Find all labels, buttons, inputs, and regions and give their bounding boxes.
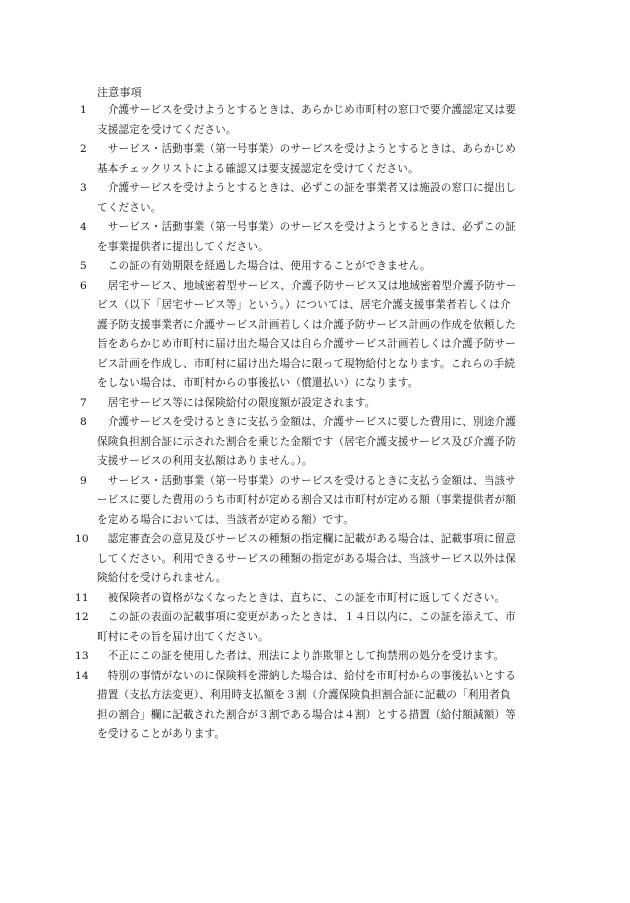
document-title: 注意事項 [97,86,142,99]
note-text [97,140,546,179]
note-number: 13 [75,650,89,662]
note-number: 4 [80,221,87,233]
note-line: を定める場合においては、当該者が定める額）です。 [97,513,354,526]
note-text [97,413,546,472]
note-line: 旨をあらかじめ市町村に届け出た場合又は自ら介護サービス計画若しくは介護予防サー [97,338,517,350]
note-line: この証の表面の記載事項に変更があったときは、１４日以内に、この証を添えて、市 [97,611,516,623]
note-number: 6 [80,279,87,292]
note-item [78,257,546,277]
note-line: サービス・活動事業（第一号事業）のサービスを受けるときに支払う金額は、当該サ [97,474,517,487]
note-line: 居宅サービス、地域密着型サービス、介護予防サービス又は地域密着型介護予防サー [97,279,517,292]
note-line: 居宅サービス等には保険給付の限度額が設定されます。 [97,396,376,409]
note-line: 被保険者の資格がなくなったときは、直ちに、この証を市町村に返してください。 [97,591,506,604]
note-number: 5 [80,260,87,272]
note-line: 支援認定を受けてください。 [97,123,237,136]
note-line: 介護サービスを受けるときに支払う金額は、介護サービスに要した費用に、別途介護 [97,416,517,428]
note-line: してください。利用できるサービスの種類の指定がある場合は、当該サービス以外は保 [97,552,517,565]
note-item [75,608,546,647]
note-text [97,277,546,394]
note-line: 不正にこの証を使用した者は、刑法により詐欺罪として拘禁刑の処分を受けます。 [97,650,505,662]
note-item [78,101,546,140]
note-line: 特別の事情がないのに保険料を滞納した場合は、給付を市町村からの事後払いとする [97,669,517,682]
note-text [97,667,546,745]
note-number: 7 [80,396,87,409]
note-number: 12 [75,611,89,623]
notes-list [75,101,546,745]
note-line: 護予防支援事業者に介護サービス計画若しくは介護予防サービス計画の作成を依頼した [97,318,517,331]
note-item [75,667,546,745]
note-line: 担の割合」欄に記載された割合が３割である場合は４割）とする措置（給付額減額）等 [97,708,517,721]
note-item [75,530,546,589]
note-item [75,647,546,667]
note-number: 10 [75,533,89,545]
note-line: 措置（支払方法変更）、利用時支払額を３割（介護保険負担割合証に記載の「利用者負 [97,689,511,701]
note-text [97,179,546,218]
note-line: 介護サービスを受けようとするときは、あらかじめ市町村の窓口で要介護認定又は要 [97,104,517,116]
note-number: 8 [80,416,87,428]
note-item [78,277,546,394]
note-line: 保険負担割合証に示された割合を乗じた金額です（居宅介護支援サービス及び介護予防 [97,435,517,448]
note-item [78,179,546,218]
note-text [97,394,546,414]
note-text [97,608,546,647]
note-line: を事業提供者に提出してください。 [97,240,269,253]
note-text [97,589,546,609]
note-number: 3 [80,182,87,194]
note-item [75,589,546,609]
note-line: ビス（以下「居宅サービス等」という。）については、居宅介護支援事業者若しくは介 [97,299,511,311]
note-line: ビス計画を作成し、市町村に届け出た場合に限って現物給付となります。これらの手続 [97,357,516,370]
note-line: サービス・活動事業（第一号事業）のサービスを受けようとするときは、あらかじめ [97,143,517,155]
note-number: 9 [80,474,87,487]
note-line: 認定審査会の意見及びサービスの種類の指定欄に記載がある場合は、記載事項に留意 [97,533,517,545]
note-text [97,530,546,589]
note-text [97,257,546,277]
note-line: を受けることがあります。 [97,728,226,740]
note-line: てください。 [97,201,162,214]
note-line: 基本チェックリストによる確認又は要支援認定を受けてください。 [97,162,419,175]
note-line: 険給付を受けられません。 [97,572,227,584]
note-item [78,218,546,257]
note-line: をしない場合は、市町村からの事後払い（償還払い）になります。 [97,377,419,389]
note-text [97,647,546,667]
note-item [78,413,546,472]
note-text [97,101,546,140]
note-number: 1 [80,104,87,116]
note-line: ービスに要した費用のうち市町村が定める割合又は市町村が定める額（事業提供者が額 [97,494,517,506]
note-text [97,472,546,531]
note-line: サービス・活動事業（第一号事業）のサービスを受けようとするときは、必ずこの証 [97,221,517,233]
note-line: 支援サービスの利用支払額はありません。）。 [97,455,313,467]
note-line: 介護サービスを受けようとするときは、必ずこの証を事業者又は施設の窓口に提出し [97,182,517,194]
note-number: 11 [75,591,89,604]
note-item [78,394,546,414]
note-number: 2 [80,143,87,155]
note-line: この証の有効期限を経過した場合は、使用することができません。 [97,260,431,272]
note-line: 町村にその旨を届け出てください。 [97,630,269,643]
note-item [78,472,546,531]
note-text [97,218,546,257]
note-number: 14 [75,669,89,682]
note-item [78,140,546,179]
